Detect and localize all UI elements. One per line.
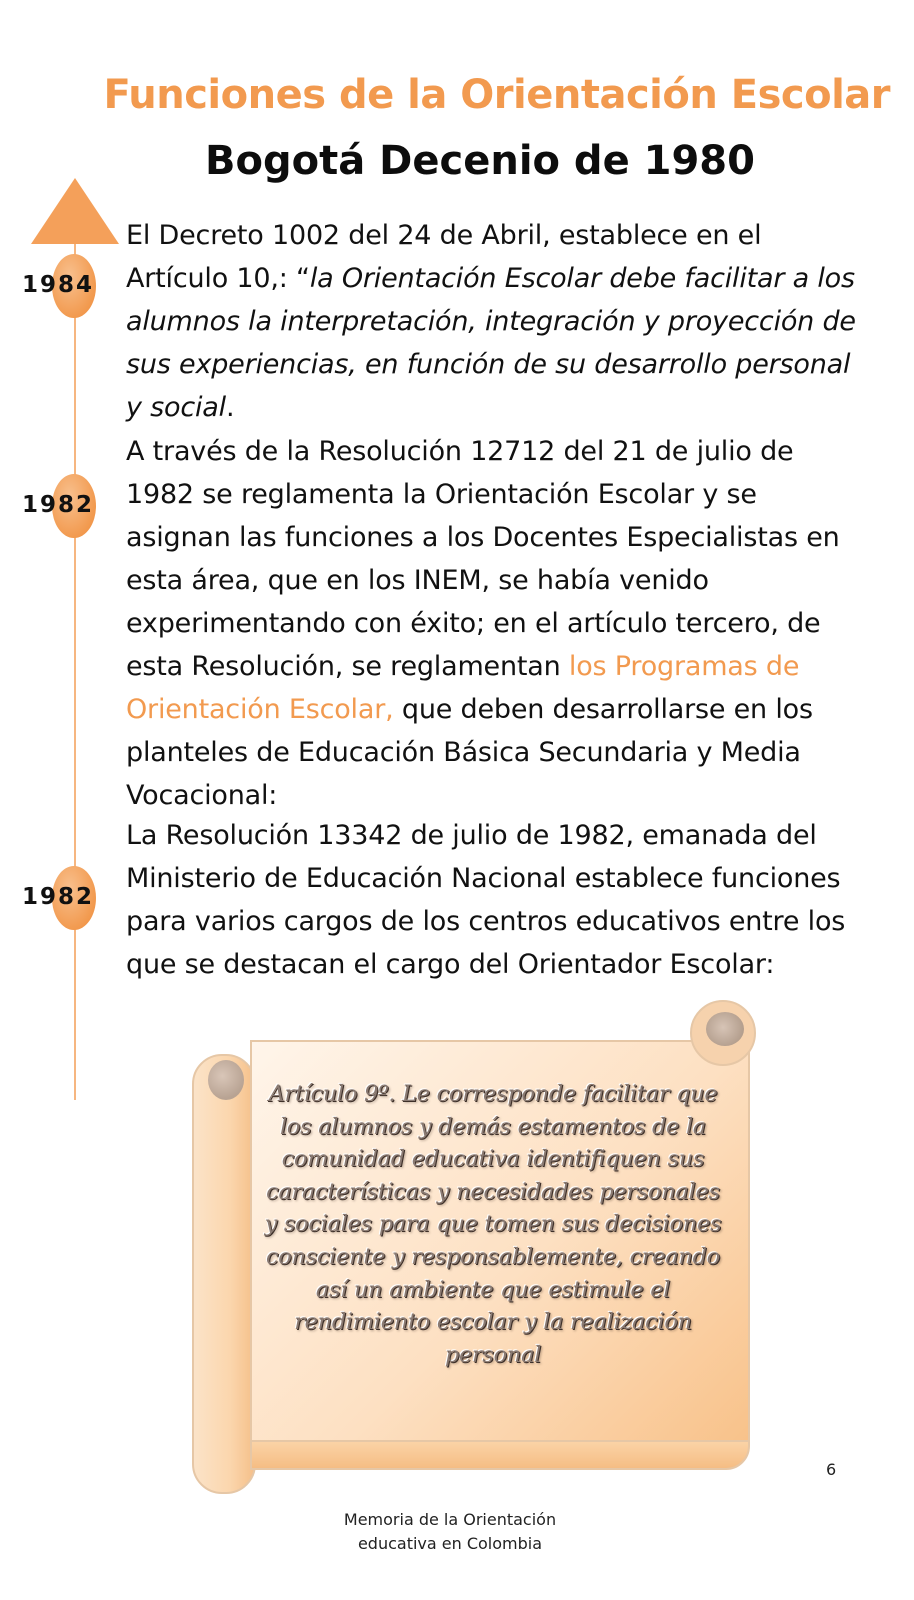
- scroll-left-curl-icon: [208, 1060, 244, 1100]
- page-title: Funciones de la Orientación Escolar: [103, 72, 890, 118]
- timeline-year-1982-b: 1982: [22, 884, 95, 910]
- timeline-line: [74, 236, 76, 1100]
- paragraph-text-end: .: [225, 392, 235, 423]
- timeline-year-1984: 1984: [22, 272, 95, 298]
- scroll-banner: [190, 1000, 770, 1500]
- paragraph-resolucion-12712: [126, 430, 866, 817]
- footer-line-1: Memoria de la Orientación: [343, 1510, 557, 1529]
- timeline-arrow-icon: [31, 178, 119, 244]
- scroll-bottom-roll: [250, 1440, 750, 1470]
- timeline-year-1982-a: 1982: [22, 492, 95, 518]
- paragraph-text: El Decreto 1002 del 24 de Abril, establece en el Artículo 10,: “: [126, 220, 762, 294]
- paragraph-decreto-1002: [126, 214, 866, 429]
- footer-line-2: educativa en Colombia: [357, 1534, 543, 1553]
- paragraph-text: A través de la Resolución 12712 del 21 de julio de 1982 se reglamenta la Orientación Escolar y se asignan las funciones a los Docentes Especialistas en esta área, que en los INEM, se había venido experimentando con éxito; en el artículo tercero, de esta Resolución, se reglamentan: [126, 436, 840, 682]
- paragraph-text-end: que deben desarrollarse en los planteles de Educación Básica Secundaria y Media Vocacional:: [126, 694, 813, 811]
- paragraph-quote-italic: la Orientación Escolar debe facilitar a los alumnos la interpretación, integración y proyección de sus experiencias, en función de su desarrollo personal y social: [126, 263, 856, 423]
- footer: [300, 1508, 600, 1556]
- scroll-article-text: Artículo 9º. Le corresponde facilitar que los alumnos y demás estamentos de la comunidad educativa identifiquen sus características y necesidades personales y sociales para que tomen sus decisiones consciente y responsablemente, creando así un ambiente que estimule el rendimiento escolar y la realización personal: [264, 1081, 722, 1368]
- scroll-top-curl-icon: [690, 1000, 756, 1066]
- scroll-left-roll: [192, 1054, 256, 1494]
- paragraph-highlight: los Programas de Orientación Escolar,: [126, 651, 800, 725]
- paragraph-text: La Resolución 13342 de julio de 1982, emanada del Ministerio de Educación Nacional establece funciones para varios cargos de los centros educativos entre los que se destacan el cargo del Orientador Escolar:: [126, 820, 846, 980]
- page-subtitle: Bogotá Decenio de 1980: [205, 138, 755, 184]
- page-number: 6: [826, 1460, 837, 1479]
- paragraph-resolucion-13342: [126, 814, 866, 986]
